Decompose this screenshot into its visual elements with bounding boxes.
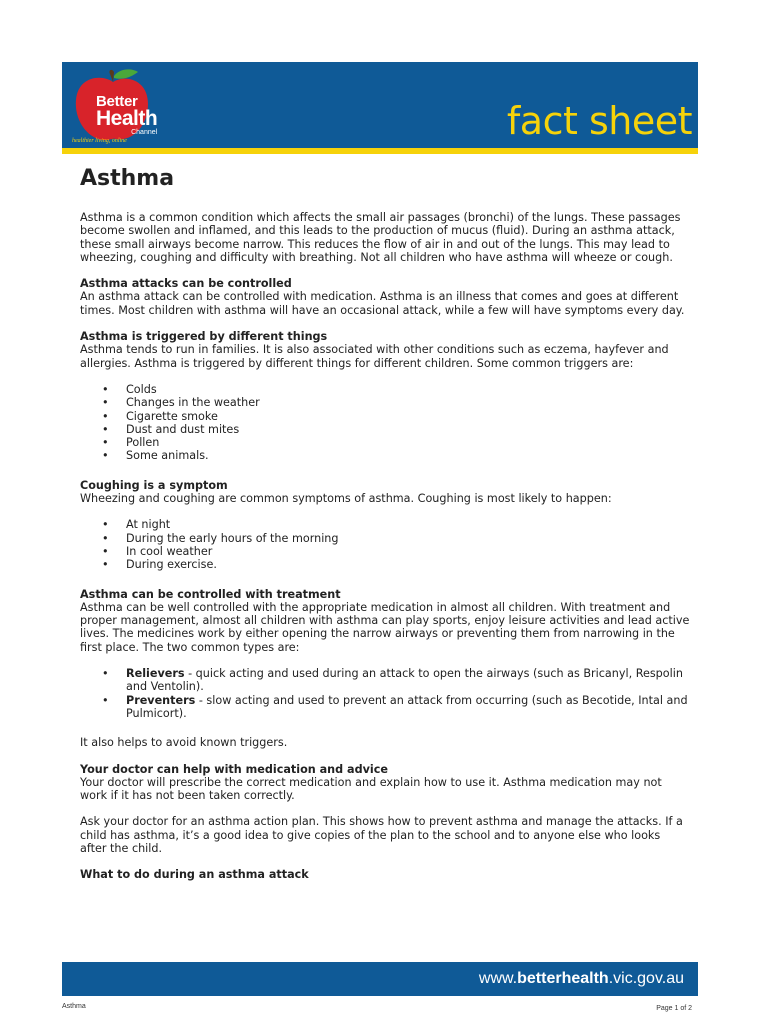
logo-line-better: Better	[96, 93, 138, 110]
logo-tagline: healthier living, online	[72, 138, 127, 144]
list-item: • Pollen	[80, 436, 690, 449]
url-prefix: www.	[478, 970, 518, 987]
list-item: • In cool weather	[80, 545, 690, 558]
list-item: • Changes in the weather	[80, 396, 690, 409]
list-item-preventers	[80, 694, 690, 721]
fact-sheet-title: fact sheet	[506, 99, 692, 143]
section-text-action-plan: Ask your doctor for an asthma action plan. This shows how to prevent asthma and manage the attacks. If a child has asthma, it’s a good idea to give copies of the plan to the school and to anyone else who looks after the child.	[80, 815, 683, 855]
list-item: • Cigarette smoke	[80, 410, 690, 423]
section-text-treatment: Asthma can be well controlled with the appropriate medication in almost all children. With treatment and proper management, almost all children with asthma can play sports, enjoy leisure activities and lead active lives. The medicines work by either opening the narrow airways or preventing them from narrowing in the first place. The two common types are:	[80, 600, 690, 654]
section-heading-attacks: Asthma attacks can be controlled	[80, 277, 292, 291]
section-heading-doctor: Your doctor can help with medication and advice	[80, 762, 388, 776]
section-text-triggers: Asthma tends to run in families. It is also associated with other conditions such as eczema, hayfever and allergies. Asthma is triggered by different things for different children. Some common triggers are:	[80, 343, 669, 370]
document-body	[80, 211, 690, 882]
list-item-relievers	[80, 667, 690, 694]
url-bold: betterhealth	[517, 970, 609, 987]
yellow-stripe	[62, 148, 698, 154]
section-heading-treatment: Asthma can be controlled with treatment	[80, 587, 341, 601]
page-number: Page 1 of 2	[656, 1005, 692, 1012]
section-heading-triggers: Asthma is triggered by different things	[80, 330, 328, 344]
list-item: • During the early hours of the morning	[80, 532, 690, 545]
list-item: • Dust and dust mites	[80, 423, 690, 436]
footer-banner	[62, 962, 698, 996]
website-link[interactable]	[479, 970, 684, 988]
triggers-list	[80, 383, 690, 463]
header-banner	[62, 62, 698, 154]
coughing-list	[80, 518, 690, 571]
section-text-attacks: An asthma attack can be controlled with medication. Asthma is an illness that comes and goes at different times. Most children with asthma will have an occasional attack, while a few will have symptoms every day.	[80, 290, 685, 317]
list-item: • Colds	[80, 383, 690, 396]
document-title: Asthma	[80, 166, 175, 191]
list-item: • Some animals.	[80, 449, 690, 462]
term-relievers: Relievers	[126, 667, 185, 681]
section-heading-coughing: Coughing is a symptom	[80, 478, 228, 492]
desc-relievers: - quick acting and used during an attack to open the airways (such as Bricanyl, Respolin and Ventolin).	[126, 667, 683, 694]
logo-line-channel: Channel	[131, 129, 158, 136]
term-preventers: Preventers	[126, 693, 196, 707]
section-text-coughing: Wheezing and coughing are common symptoms of asthma. Coughing is most likely to happen:	[80, 492, 612, 506]
avoid-triggers-text: It also helps to avoid known triggers.	[80, 736, 288, 750]
desc-preventers: - slow acting and used to prevent an attack from occurring (such as Becotide, Intal and Pulmicort).	[126, 693, 688, 720]
logo-line-health: Health	[96, 107, 158, 130]
list-item: • During exercise.	[80, 558, 690, 571]
list-item: • At night	[80, 518, 690, 531]
medication-types-list	[80, 667, 690, 720]
logo-text	[96, 94, 157, 136]
section-text-doctor: Your doctor will prescribe the correct medication and explain how to use it. Asthma medication may not work if it has not been taken correctly.	[80, 775, 662, 803]
footer-doc-name: Asthma	[62, 1003, 86, 1010]
intro-paragraph: Asthma is a common condition which affects the small air passages (bronchi) of the lungs. These passages become swollen and inflamed, and this leads to the production of mucus (fluid). During an asthma attack, these small airways become narrow. This reduces the flow of air in and out of the lungs. This may lead to wheezing, coughing and difficulty with breathing. Not all children who have asthma will wheeze or cough.	[80, 211, 681, 264]
section-heading-during-attack: What to do during an asthma attack	[80, 868, 309, 882]
url-suffix: .vic.gov.au	[608, 970, 684, 987]
